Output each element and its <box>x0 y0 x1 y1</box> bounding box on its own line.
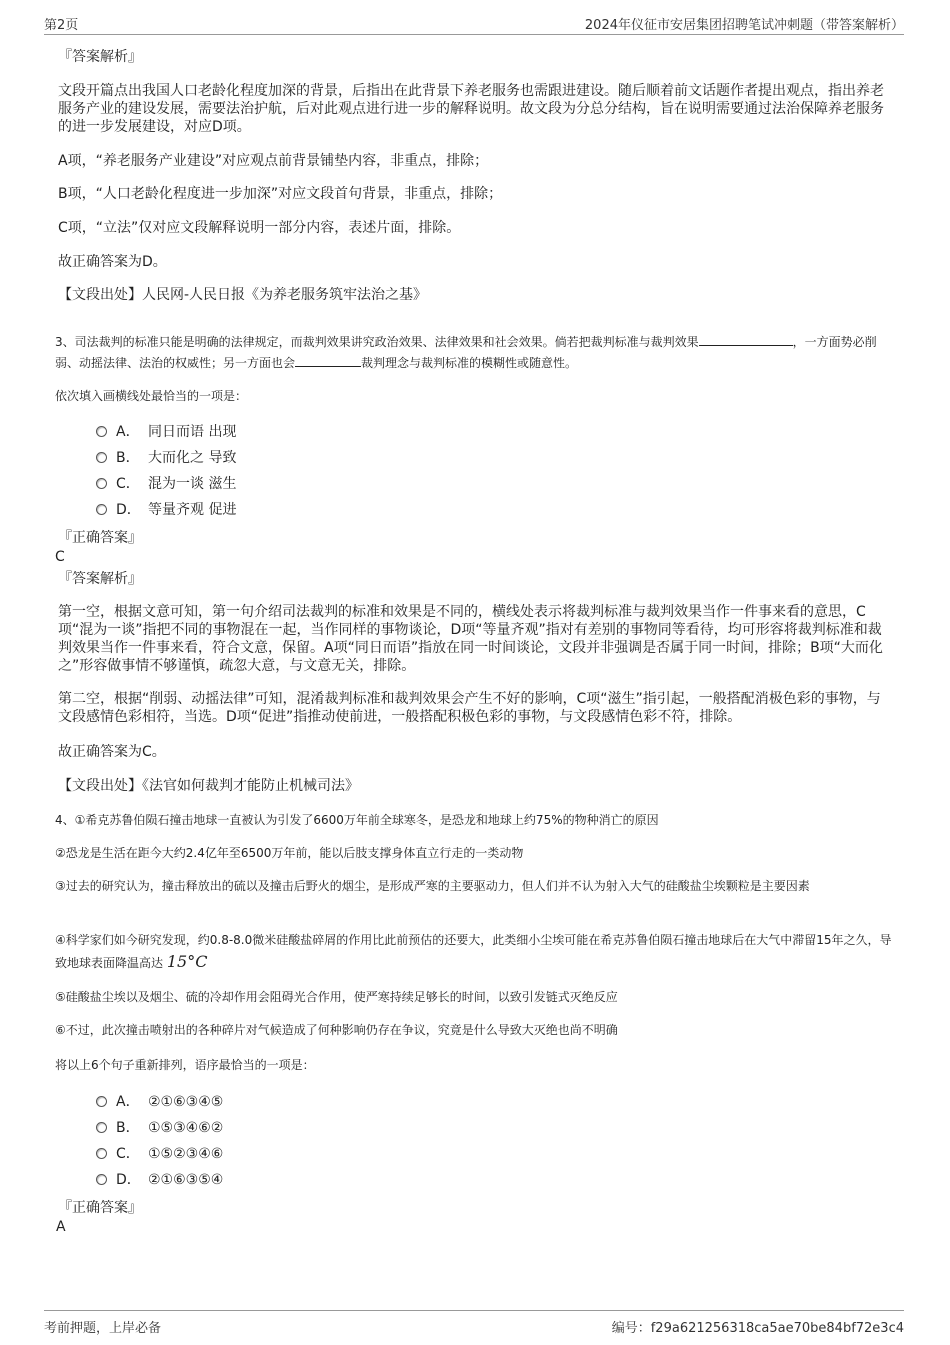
q2-analysis-heading: 『答案解析』 <box>58 49 142 65</box>
option-text: ②①⑥③⑤④ <box>148 1172 224 1188</box>
option-letter: C． <box>116 476 140 492</box>
q4-sentence-1: 4、①希克苏鲁伯陨石撞击地球一直被认为引发了6600万年前全球寒冬，是恐龙和地球上约75%的物种消亡的原因 <box>55 813 659 827</box>
option-text: 混为一谈 滋生 <box>148 476 237 492</box>
option-text: ②①⑥③④⑤ <box>148 1094 224 1110</box>
q3-option-a[interactable] <box>96 422 236 442</box>
page-header <box>44 12 904 35</box>
radio-button[interactable] <box>96 1174 107 1185</box>
q3-option-c[interactable] <box>96 474 236 494</box>
option-letter: A． <box>116 424 140 440</box>
q4-sentence-5: ⑤硅酸盐尘埃以及烟尘、硫的冷却作用会阻碍光合作用，使严寒持续足够长的时间，以致引发链式灭绝反应 <box>55 990 618 1004</box>
q4-option-d[interactable] <box>96 1170 223 1190</box>
q2-point-b: B项，“人口老龄化程度进一步加深”对应文段首句背景，非重点，排除； <box>58 186 503 202</box>
option-letter: C． <box>116 1146 140 1162</box>
radio-button[interactable] <box>96 452 107 463</box>
option-text: 大而化之 导致 <box>148 450 237 466</box>
radio-button[interactable] <box>96 504 107 515</box>
footer-slogan: 考前押题，上岸必备 <box>44 1321 162 1336</box>
q3-stem-text-1: 3、司法裁判的标准只能是明确的法律规定，而裁判效果讲究政治效果、法律效果和社会效果。倘若把裁判标准与裁判效果 <box>55 335 699 349</box>
q3-option-d[interactable] <box>96 500 236 520</box>
q2-source: 【文段出处】人民网-人民日报《为养老服务筑牢法治之基》 <box>58 287 428 303</box>
q3-blank-1 <box>699 333 793 346</box>
radio-button[interactable] <box>96 1148 107 1159</box>
q3-answer: C <box>55 549 65 565</box>
q3-conclusion: 故正确答案为C。 <box>58 744 166 760</box>
page-number: 第2页 <box>44 18 79 33</box>
q3-stem-text-3: 一方面势必削弱、动摇法律、法治的权威性；另一方面也会 <box>55 335 877 370</box>
q4-sentence-3: ③过去的研究认为，撞击释放出的硫以及撞击后野火的烟尘，是形成严寒的主要驱动力，但人们并不认为射入大气的硅酸盐尘埃颗粒是主要因素 <box>55 879 810 893</box>
radio-button[interactable] <box>96 1122 107 1133</box>
q2-point-c: C项，“立法”仅对应文段解释说明一部分内容，表述片面，排除。 <box>58 220 461 236</box>
q4-sentence-4 <box>55 930 895 974</box>
option-text: ①⑤③④⑥② <box>148 1120 224 1136</box>
q3-stem-text-4: 裁判理念与裁判标准的模糊性或随意性。 <box>361 356 578 370</box>
q3-stem <box>55 332 895 374</box>
temperature-formula: 15°C <box>166 952 208 971</box>
q2-analysis-paragraph: 文段开篇点出我国人口老龄化程度加深的背景，后指出在此背景下养老服务也需跟进建设。随后顺着前文话题作者提出观点，指出养老服务产业的建设发展，需要法治护航，后对此观点进行进一步的解释说明。故文段为分总分结构，旨在说明需要通过法治保障养老服务的进一步发展建设，对应D项。 <box>58 83 884 135</box>
option-text: 同日而语 出现 <box>148 424 237 440</box>
q4-answer: A <box>56 1219 66 1235</box>
q2-point-a: A项，“养老服务产业建设”对应观点前背景铺垫内容，非重点，排除； <box>58 153 489 169</box>
option-text: ①⑤②③④⑥ <box>148 1146 224 1162</box>
q4-sentence-2: ②恐龙是生活在距今大约2.4亿年至6500万年前，能以后肢支撑身体直立行走的一类动物 <box>55 846 524 860</box>
radio-button[interactable] <box>96 1096 107 1107</box>
q3-instruction: 依次填入画横线处最恰当的一项是： <box>55 389 248 403</box>
option-letter: A． <box>116 1094 140 1110</box>
radio-button[interactable] <box>96 426 107 437</box>
q3-analysis-heading: 『答案解析』 <box>58 571 142 587</box>
q4-option-b[interactable] <box>96 1118 223 1138</box>
option-letter: D． <box>116 502 141 518</box>
radio-button[interactable] <box>96 478 107 489</box>
option-text: 等量齐观 促进 <box>148 502 237 518</box>
q4-option-c[interactable] <box>96 1144 223 1164</box>
page-footer <box>44 1310 904 1335</box>
document-code: 编号：f29a621256318ca5ae70be84bf72e3c4 <box>611 1321 904 1336</box>
option-letter: B． <box>116 1120 140 1136</box>
q3-blank-2 <box>295 354 361 367</box>
option-letter: B． <box>116 450 140 466</box>
q3-analysis-paragraph-2: 第二空，根据“削弱、动摇法律”可知，混淆裁判标准和裁判效果会产生不好的影响，C项“滋生”指引起，一般搭配消极色彩的事物，与文段感情色彩相符，当选。D项“促进”指推动使前进，一般搭配积极色彩的事物，与文段感情色彩不符，排除。 <box>58 691 881 725</box>
q3-source: 【文段出处】《法官如何裁判才能防止机械司法》 <box>58 778 359 794</box>
q2-conclusion: 故正确答案为D。 <box>58 254 167 270</box>
q4-answer-heading: 『正确答案』 <box>58 1200 142 1216</box>
q3-answer-heading: 『正确答案』 <box>58 530 142 546</box>
q3-stem-text-2: ， <box>792 335 805 349</box>
q4-sentence-4-text: ④科学家们如今研究发现，约0.8-8.0微米硅酸盐碎屑的作用比此前预估的还要大，此类细小尘埃可能在希克苏鲁伯陨石撞击地球后在大气中滞留15年之久，导致地球表面降温高达 <box>55 933 892 970</box>
option-letter: D． <box>116 1172 141 1188</box>
document-title: 2024年仪征市安居集团招聘笔试冲刺题（带答案解析） <box>584 18 904 33</box>
q3-option-b[interactable] <box>96 448 236 468</box>
q3-analysis-paragraph-1: 第一空，根据文意可知，第一句介绍司法裁判的标准和效果是不同的，横线处表示将裁判标准与裁判效果当作一件事来看的意思，C项“混为一谈”指把不同的事物混在一起，当作同样的事物谈论，D项“等量齐观”指对有差别的事物同等看待，均可形容将裁判标准和裁判效果当作一件事来看，符合文意，保留。A项“同日而语”指放在同一时间谈论，文段并非强调是否属于同一时间，排除；B项“大而化之”形容做事情不够谨慎，疏忽大意，与文意无关，排除。 <box>58 604 883 674</box>
q4-instruction: 将以上6个句子重新排列，语序最恰当的一项是： <box>55 1058 315 1072</box>
q4-sentence-6: ⑥不过，此次撞击喷射出的各种碎片对气候造成了何种影响仍存在争议，究竟是什么导致大灭绝也尚不明确 <box>55 1023 618 1037</box>
q4-option-a[interactable] <box>96 1092 223 1112</box>
